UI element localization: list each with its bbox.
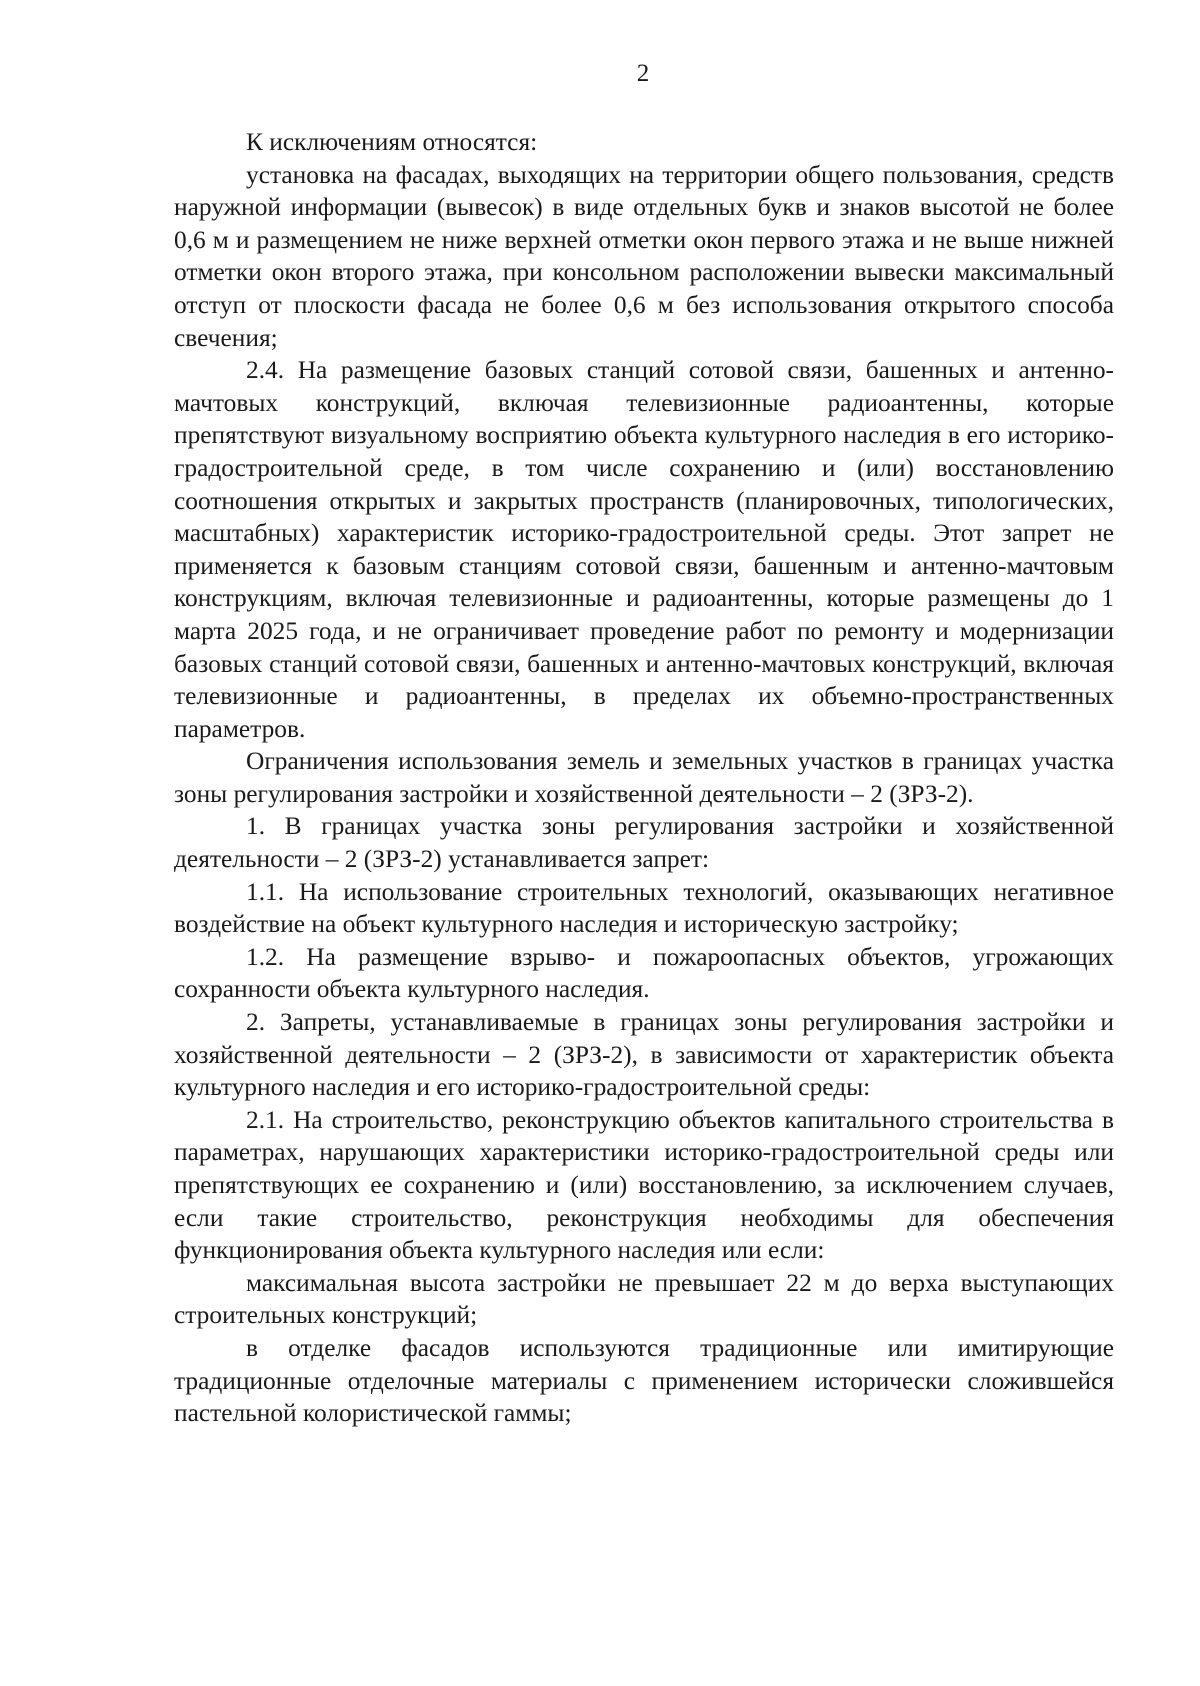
paragraph: 1. В границах участка зоны регулирования застройки и хозяйственной деятельности – 2 (ЗРЗ-2) устанавливается запрет:	[174, 812, 1114, 874]
paragraph: в отделке фасадов используются традиционные или имитирующие традиционные отделочные материалы с применением исторически сложившейся пастельной колористической гаммы;	[174, 1333, 1114, 1428]
paragraph: 1.1. На использование строительных технологий, оказывающих негативное воздействие на объект культурного наследия и историческую застройку;	[174, 877, 1114, 939]
paragraph: К исключениям относятся:	[246, 128, 538, 156]
page-number: 2	[636, 60, 650, 87]
paragraph: 2.1. На строительство, реконструкцию объектов капитального строительства в параметрах, нарушающих характеристики историко-градостроительной среды или препятствующих ее сохранению и (или) восстановлению, за исключением случаев, если такие строительство, реконструкция необходимы для обеспечения функционирования объекта культурного наследия или если:	[174, 1105, 1114, 1265]
paragraph: максимальная высота застройки не превышает 22 м до верха выступающих строительных конструкций;	[174, 1268, 1114, 1330]
paragraph: 2.4. На размещение базовых станций сотовой связи, башенных и антенно-мачтовых конструкций, включая телевизионные радиоантенны, которые препятствуют визуальному восприятию объекта культурного наследия в его историко-градостроительной среде, в том числе сохранению и (или) восстановлению соотношения открытых и закрытых пространств (планировочных, типологических, масштабных) характеристик историко-градостроительной среды. Этот запрет не применяется к базовым станциям сотовой связи, башенным и антенно-мачтовым конструкциям, включая телевизионные и радиоантенны, которые размещены до 1 марта 2025 года, и не ограничивает проведение работ по ремонту и модернизации базовых станций сотовой связи, башенных и антенно-мачтовых конструкций, включая телевизионные и радиоантенны, в пределах их объемно-пространственных параметров.	[174, 356, 1114, 743]
paragraph: 2. Запреты, устанавливаемые в границах зоны регулирования застройки и хозяйственной деятельности – 2 (ЗРЗ-2), в зависимости от характеристик объекта культурного наследия и его историко-градостроительной среды:	[174, 1008, 1114, 1102]
paragraph: Ограничения использования земель и земельных участков в границах участка зоны регулирования застройки и хозяйственной деятельности – 2 (ЗРЗ-2).	[174, 747, 1114, 808]
document-body	[174, 126, 1114, 1430]
paragraph: 1.2. На размещение взрыво- и пожароопасных объектов, угрожающих сохранности объекта культурного наследия.	[174, 942, 1114, 1004]
paragraph: установка на фасадах, выходящих на территории общего пользования, средств наружной информации (вывесок) в виде отдельных букв и знаков высотой не более 0,6 м и размещением не ниже верхней отметки окон первого этажа и не выше нижней отметки окон второго этажа, при консольном расположении вывески максимальный отступ от плоскости фасада не более 0,6 м без использования открытого способа свечения;	[174, 160, 1114, 352]
